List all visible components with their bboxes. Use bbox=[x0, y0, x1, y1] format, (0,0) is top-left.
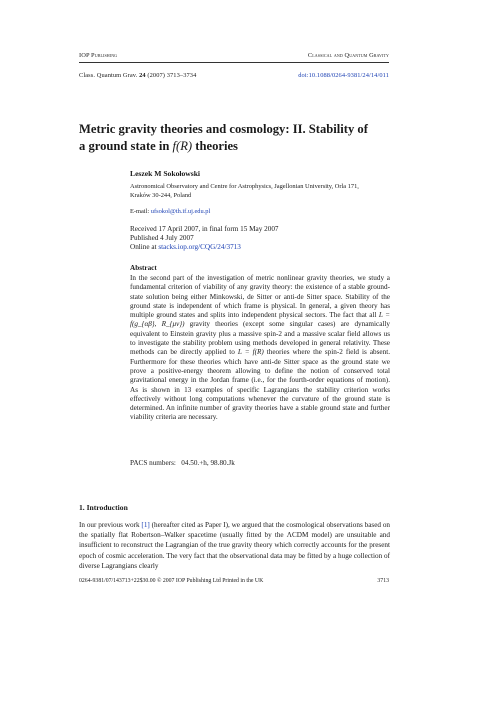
online-line bbox=[130, 243, 279, 252]
abstract-math-2: L = f(R) bbox=[237, 348, 264, 357]
affiliation-line-1: Astronomical Observatory and Centre for Astrophysics, Jagellonian University, Orla 171, bbox=[130, 183, 359, 190]
affiliation-line-2: Kraków 30-244, Poland bbox=[130, 191, 192, 199]
citation-suffix: (2007) 3713–3734 bbox=[145, 72, 197, 79]
intro-part-2: (hereafter cited as Paper I), we argued that the cosmological observations based on the spatially flat Robertson–Walker spacetime (usually fitted by the ΛCDM model) are unsuitable and insufficient to reconstruct the Lagrangian of the true gravity theory which correctly accounts for the present epoch of cosmic acceleration. The very fact that the observational data may be fitted by a huge collection of diverse Lagrangians clearly bbox=[79, 521, 391, 570]
intro-paragraph bbox=[79, 520, 390, 571]
citation bbox=[79, 72, 196, 79]
publisher-label: IOP Publishing bbox=[79, 52, 118, 59]
title-line-2-prefix: a ground state in bbox=[79, 139, 173, 153]
title-line-1: Metric gravity theories and cosmology: II. Stability of bbox=[79, 122, 368, 136]
page-number: 3713 bbox=[377, 578, 389, 584]
volume: 24 bbox=[139, 72, 146, 79]
abstract-part-2: gravity theories (except some singular cases) are dynamically equivalent to Einstein gravity plus a massive spin-2 and a massive scalar field allows us to investigate the stability problem using methods developed in general relativity. These methods can be directly applied to bbox=[130, 320, 390, 357]
doi-link[interactable]: doi:10.1088/0264-9381/24/14/011 bbox=[298, 72, 389, 79]
abstract-math-1: L = f(g_{αβ}, R_{μν}) bbox=[130, 311, 390, 329]
journal-name: Classical and Quantum Gravity bbox=[307, 52, 389, 59]
abstract-part-1: In the second part of the investigation of metric nonlinear gravity theories, we study a fundamental criterion of viability of any gravity theory: the existence of a stable ground-state solution being either Minkowski, de Sitter or anti-de Sitter space. Stability of the ground state is independent of which frame is physical. In general, a given theory has multiple ground states and splits into independent physical sectors. The fact that all bbox=[130, 274, 390, 320]
published-date: Published 4 July 2007 bbox=[130, 234, 194, 243]
email-label: E-mail: bbox=[130, 208, 151, 215]
pacs-numbers: PACS numbers: 04.50.+h, 98.80.Jk bbox=[130, 459, 235, 467]
reference-link[interactable]: [1] bbox=[141, 521, 150, 529]
header-rule bbox=[79, 62, 389, 63]
title-math: f(R) bbox=[172, 139, 193, 153]
online-label: Online at bbox=[130, 243, 159, 252]
section-heading: 1. Introduction bbox=[79, 503, 128, 512]
email-line bbox=[130, 208, 210, 215]
intro-part-1: In our previous work bbox=[79, 521, 142, 529]
abstract-heading: Abstract bbox=[130, 264, 157, 272]
publication-dates bbox=[130, 225, 279, 253]
author-name: Leszek M Sokołowski bbox=[130, 169, 201, 178]
citation-prefix: Class. Quantum Grav. bbox=[79, 72, 140, 79]
paper-title bbox=[79, 121, 399, 155]
title-line-2 bbox=[79, 138, 399, 155]
abstract-part-3: theories where the spin-2 field is absent. Furthermore for these theories which have anti-de Sitter space as the ground state we prove a positive-energy theorem allowing to define the notion of conserved total gravitational energy in the Jordan frame (i.e., for the fourth-order equations of motion). As is shown in 13 examples of specific Lagrangians the stability criterion works effectively without long computations whenever the curvature of the ground state is determined. An infinite number of gravity theories have a stable ground state and further viability criteria are necessary. bbox=[130, 348, 390, 422]
email-link[interactable]: ufsokol@th.if.uj.edu.pl bbox=[150, 208, 211, 215]
footer-copyright: 0264-9381/07/143713+22$30.00 © 2007 IOP Publishing Ltd Printed in the UK bbox=[79, 578, 264, 584]
title-line-2-suffix: theories bbox=[192, 139, 238, 153]
abstract-body bbox=[130, 274, 390, 423]
received-date: Received 17 April 2007, in final form 15 May 2007 bbox=[130, 225, 279, 233]
affiliation bbox=[130, 183, 390, 200]
online-url-link[interactable]: stacks.iop.org/CQG/24/3713 bbox=[158, 243, 241, 252]
